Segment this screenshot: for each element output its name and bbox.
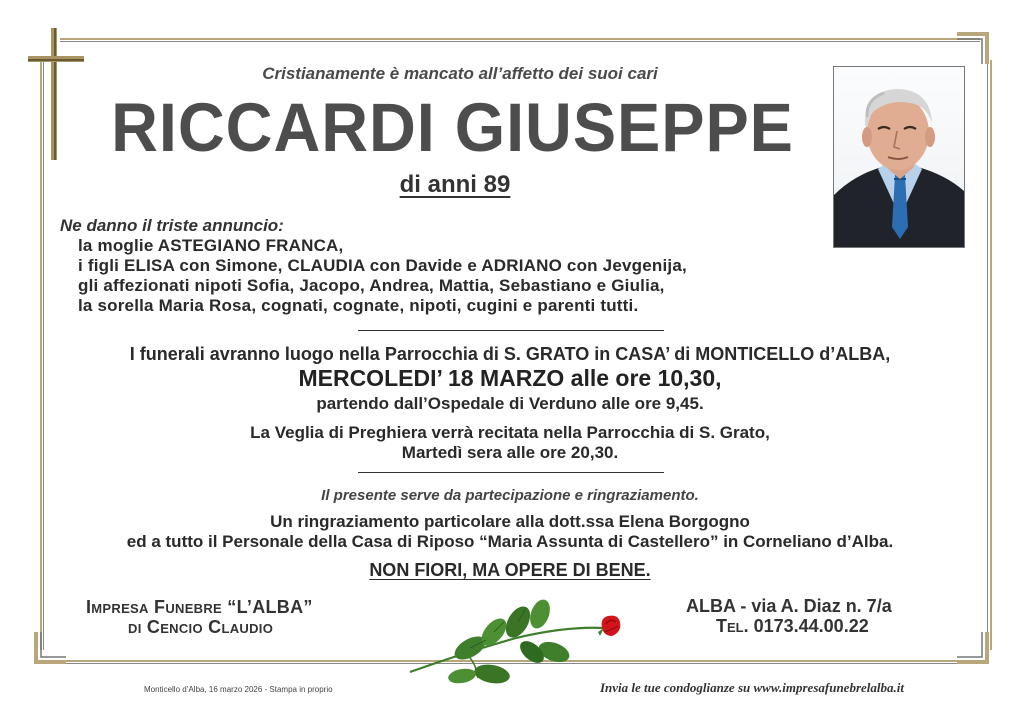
rose-icon bbox=[406, 592, 632, 692]
frame-corner-top-right-icon bbox=[955, 28, 993, 66]
funeral-location: I funerali avranno luogo nella Parrocchia di S. GRATO in CASA’ di MONTICELLO d’ALBA, bbox=[129, 344, 891, 364]
frame-top-inner bbox=[60, 41, 980, 42]
deceased-name: RICCARDI GIUSEPPE bbox=[111, 89, 794, 166]
agency-name: Impresa Funebre “L’ALBA” bbox=[86, 597, 313, 617]
side-scan-mark bbox=[1008, 470, 1014, 660]
intro-text: Cristianamente è mancato all’affetto dei suoi cari bbox=[262, 64, 658, 83]
portrait-photo bbox=[833, 66, 965, 248]
announcement-lead: Ne danno il triste annuncio: bbox=[60, 216, 284, 235]
age-text bbox=[330, 171, 580, 199]
print-note: Monticello d’Alba, 16 marzo 2026 - Stampa in proprio bbox=[144, 685, 333, 694]
cross-icon bbox=[28, 28, 84, 160]
agency-owner: di Cencio Claudio bbox=[128, 617, 274, 637]
divider bbox=[358, 330, 664, 331]
age-value: di anni 89 bbox=[399, 171, 511, 198]
vigil-location: La Veglia di Preghiera verrà recitata nella Parrocchia di S. Grato, bbox=[250, 423, 770, 442]
thanks-line: ed a tutto il Personale della Casa di Riposo “Maria Assunta di Castellero” in Corneliano d’Alba. bbox=[126, 532, 894, 551]
side-printer-mark bbox=[16, 470, 24, 660]
frame-right bbox=[990, 60, 992, 650]
frame-corner-bottom-left-icon bbox=[30, 630, 68, 668]
thanks-line: Un ringraziamento particolare alla dott.ssa Elena Borgogno bbox=[270, 512, 750, 531]
agency-address: ALBA - via A. Diaz n. 7/a bbox=[686, 596, 892, 616]
no-flowers-note bbox=[260, 560, 760, 581]
divider bbox=[358, 472, 664, 473]
vigil-time: Martedì sera alle ore 20,30. bbox=[401, 443, 619, 462]
family-line: i figli ELISA con Simone, CLAUDIA con Davide e ADRIANO con Jevgenija, bbox=[78, 256, 687, 275]
no-flowers-text: NON FIORI, MA OPERE DI BENE. bbox=[369, 560, 651, 580]
family-line: la moglie ASTEGIANO FRANCA, bbox=[78, 236, 344, 255]
condolences-link[interactable]: Invia le tue condoglianze su www.impresafunebrelalba.it bbox=[600, 680, 904, 695]
frame-right-inner bbox=[987, 60, 988, 650]
portrait-person-icon bbox=[834, 67, 964, 247]
funeral-departure: partendo dall’Ospedale di Verduno alle ore 9,45. bbox=[316, 394, 704, 413]
agency-phone: Tel. 0173.44.00.22 bbox=[716, 616, 869, 636]
participation-note: Il presente serve da partecipazione e ringraziamento. bbox=[321, 487, 699, 504]
family-line: la sorella Maria Rosa, cognati, cognate, nipoti, cugini e parenti tutti. bbox=[78, 296, 639, 315]
funeral-date: MERCOLEDI’ 18 MARZO alle ore 10,30, bbox=[298, 365, 722, 391]
frame-top bbox=[60, 38, 980, 40]
frame-corner-bottom-right-icon bbox=[955, 630, 993, 668]
family-line: gli affezionati nipoti Sofia, Jacopo, Andrea, Mattia, Sebastiano e Giulia, bbox=[78, 276, 665, 295]
